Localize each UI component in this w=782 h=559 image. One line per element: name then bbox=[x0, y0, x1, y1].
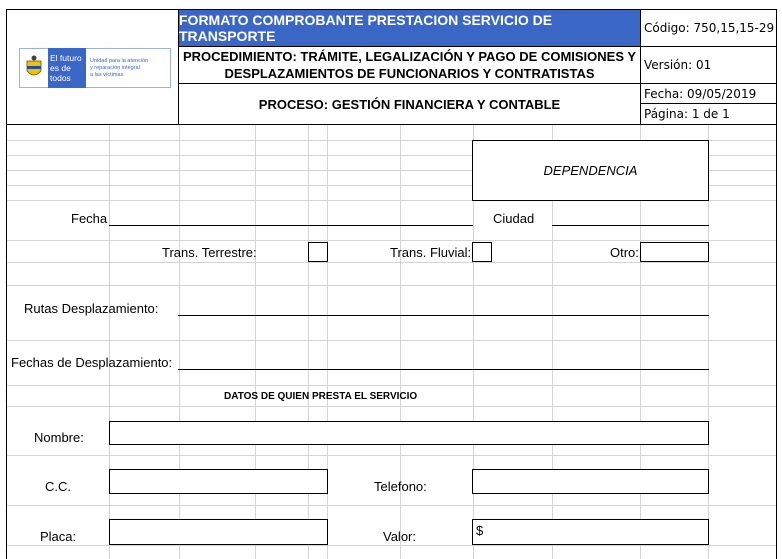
section-title: DATOS DE QUIEN PRESTA EL SERVICIO bbox=[224, 391, 418, 402]
placa-label: Placa: bbox=[40, 529, 77, 544]
terrestre-checkbox[interactable] bbox=[308, 242, 328, 262]
ciudad-input[interactable] bbox=[552, 225, 709, 226]
version-cell: Versión: 01 bbox=[640, 46, 777, 84]
logo-line2: es de todos bbox=[50, 63, 71, 83]
procedure-line1: PROCEDIMIENTO: TRÁMITE, LEGALIZACIÓN Y PAGO DE COMISIONES Y bbox=[182, 49, 637, 64]
date-cell: Fecha: 09/05/2019 bbox=[640, 83, 777, 104]
logo-sub2: y reparación integral bbox=[90, 64, 140, 71]
cc-input[interactable] bbox=[109, 469, 328, 494]
process-cell: PROCESO: GESTIÓN FINANCIERA Y CONTABLE bbox=[178, 83, 641, 125]
valor-prefix: $ bbox=[476, 523, 484, 538]
cc-label: C.C. bbox=[45, 479, 71, 494]
logo-sub1: Unidad para la atención bbox=[90, 57, 149, 64]
procedure-line2: DESPLAZAMIENTOS DE FUNCIONARIOS Y CONTRATISTAS bbox=[224, 66, 595, 81]
placa-input[interactable] bbox=[109, 519, 328, 545]
otro-label: Otro: bbox=[610, 245, 639, 260]
valor-label: Valor: bbox=[383, 529, 416, 544]
nombre-label: Nombre: bbox=[34, 430, 84, 445]
fluvial-checkbox[interactable] bbox=[472, 242, 492, 262]
fechas-label: Fechas de Desplazamiento: bbox=[11, 355, 173, 370]
rutas-label: Rutas Desplazamiento: bbox=[24, 301, 159, 316]
fecha-label: Fecha bbox=[71, 211, 108, 226]
coat-of-arms-icon bbox=[24, 55, 44, 81]
logo-line1: El futuro bbox=[50, 53, 82, 63]
nombre-input[interactable] bbox=[109, 421, 709, 445]
dependencia-label: DEPENDENCIA bbox=[543, 163, 638, 178]
ciudad-label: Ciudad bbox=[493, 211, 535, 226]
valor-input[interactable] bbox=[472, 519, 709, 545]
dependencia-box[interactable] bbox=[472, 140, 709, 201]
page-cell: Página: 1 de 1 bbox=[640, 103, 777, 125]
logo bbox=[19, 48, 171, 88]
telefono-input[interactable] bbox=[472, 469, 709, 494]
fechas-input[interactable] bbox=[178, 369, 709, 370]
code-cell: Código: 750,15,15-29 bbox=[640, 9, 777, 47]
otro-input[interactable] bbox=[640, 242, 709, 262]
logo-cell bbox=[6, 9, 179, 125]
fluvial-label: Trans. Fluvial: bbox=[390, 245, 472, 260]
procedure-cell bbox=[178, 46, 641, 84]
logo-sub3: a las víctimas bbox=[90, 71, 124, 78]
fecha-input[interactable] bbox=[109, 225, 473, 226]
form-title: FORMATO COMPROBANTE PRESTACION SERVICIO DE TRANSPORTE bbox=[178, 9, 641, 47]
terrestre-label: Trans. Terrestre: bbox=[162, 245, 257, 260]
telefono-label: Telefono: bbox=[374, 479, 427, 494]
rutas-input[interactable] bbox=[178, 315, 709, 316]
